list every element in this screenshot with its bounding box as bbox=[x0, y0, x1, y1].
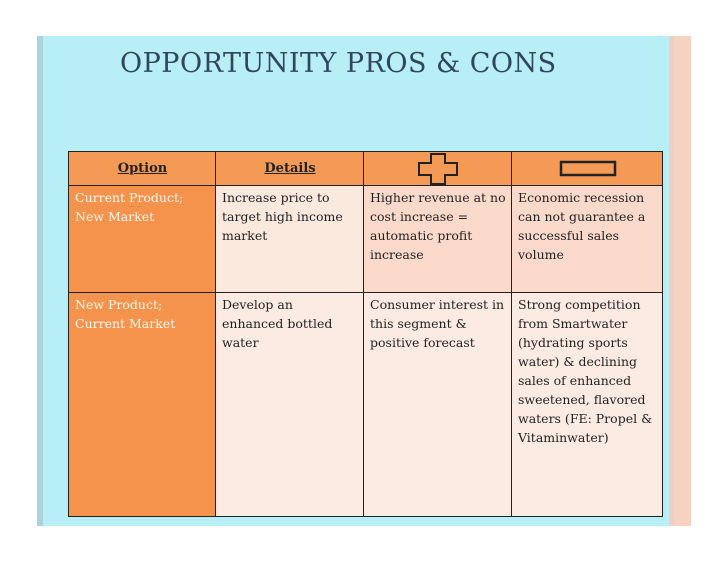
header-option bbox=[69, 152, 216, 186]
header-cons bbox=[512, 152, 663, 186]
table-row bbox=[69, 293, 663, 517]
table-row bbox=[69, 186, 663, 293]
slide-right-border bbox=[674, 36, 691, 526]
row-pros: Higher revenue at no cost increase = automatic profit increase bbox=[364, 186, 512, 293]
header-pros bbox=[364, 152, 512, 186]
pros-cons-table bbox=[68, 151, 663, 517]
minus-icon bbox=[559, 159, 617, 179]
row-details: Develop an enhanced bottled water bbox=[216, 293, 364, 517]
header-details bbox=[216, 152, 364, 186]
row-option: Current Product; New Market bbox=[69, 186, 216, 293]
row-pros: Consumer interest in this segment & positive forecast bbox=[364, 293, 512, 517]
header-option-label: Option bbox=[117, 161, 168, 176]
row-option: New Product; Current Market bbox=[69, 293, 216, 517]
slide-title: OPPORTUNITY PROS & CONS bbox=[120, 48, 557, 79]
row-cons: Economic recession can not guarantee a successful sales volume bbox=[512, 186, 663, 293]
header-details-label: Details bbox=[264, 161, 316, 176]
slide-left-border bbox=[37, 36, 43, 526]
row-cons: Strong competition from Smartwater (hydrating sports water) & declining sales of enhanced sweetened, flavored waters (FE: Propel & Vitaminwater) bbox=[512, 293, 663, 517]
table-header-row bbox=[69, 152, 663, 186]
plus-icon bbox=[418, 153, 458, 185]
row-details: Increase price to target high income market bbox=[216, 186, 364, 293]
